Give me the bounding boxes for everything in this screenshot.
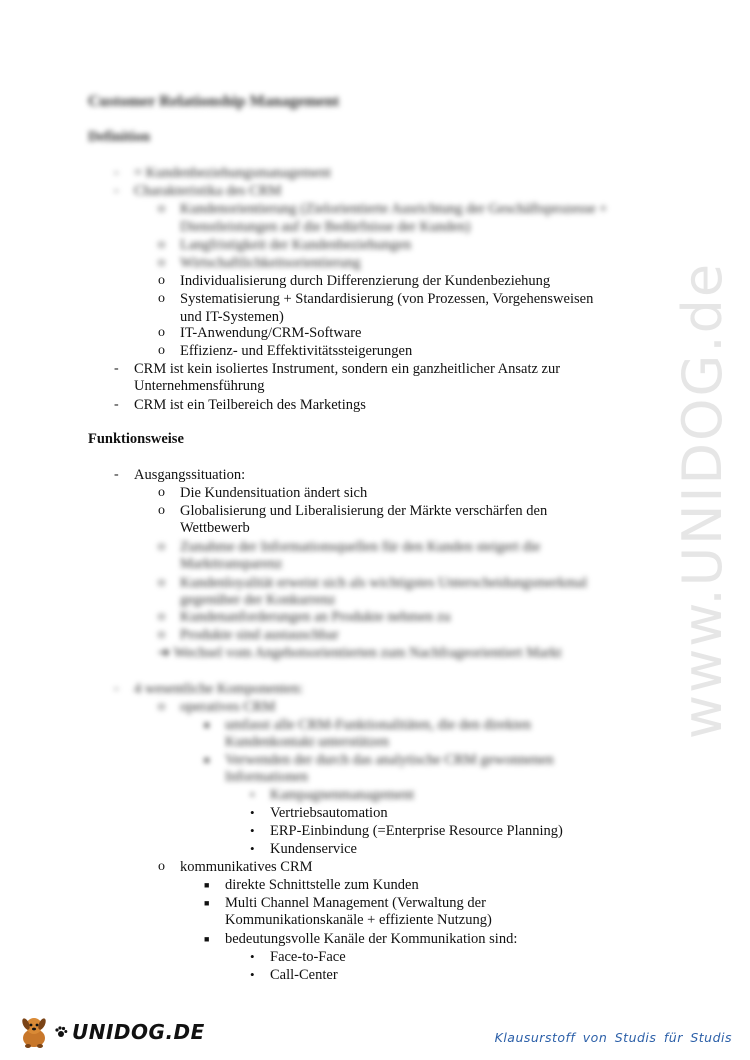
list-item: Vertriebsautomation — [270, 805, 388, 821]
list-item-continuation: Markttransparenz — [180, 556, 283, 572]
list-item: operatives CRM — [180, 699, 276, 715]
square-bullet: ■ — [204, 880, 210, 890]
dash-bullet: - — [114, 361, 119, 376]
dot-bullet: • — [250, 823, 255, 838]
circle-bullet: o — [158, 273, 165, 288]
list-item: Ausgangssituation: — [134, 467, 246, 483]
list-item: ERP-Einbindung (=Enterprise Resource Planning) — [270, 823, 563, 839]
list-item-continuation: Kommunikationskanäle + effiziente Nutzung) — [225, 912, 492, 928]
circle-bullet: o — [158, 575, 165, 590]
list-item: Kampagnenmanagement — [270, 787, 415, 803]
dash-bullet: - — [114, 165, 119, 180]
list-item: Multi Channel Management (Verwaltung der — [225, 895, 486, 911]
logo-text: UNIDOG.DE — [72, 1020, 205, 1044]
list-item: CRM ist ein Teilbereich des Marketings — [134, 397, 366, 413]
list-item: Kundenorientierung (Zielorientierte Ausrichtung der Geschäftsprozesse + Dienstleistungen auf die Bedürfnisse der Kunden) — [180, 201, 608, 235]
circle-bullet: o — [158, 201, 165, 216]
dot-bullet: • — [250, 805, 255, 820]
list-item: bedeutungsvolle Kanäle der Kommunikation sind: — [225, 931, 518, 947]
circle-bullet: o — [158, 343, 165, 358]
dot-bullet: • — [250, 841, 255, 856]
dash-bullet: - — [114, 397, 119, 412]
list-item: Face-to-Face — [270, 949, 346, 965]
list-item: Systematisierung + Standardisierung (von Prozessen, Vorgehensweisen — [180, 291, 594, 307]
circle-bullet: o — [158, 859, 165, 874]
circle-bullet: o — [158, 325, 165, 340]
dot-bullet: • — [250, 967, 255, 982]
circle-bullet: o — [158, 485, 165, 500]
dot-bullet: • — [250, 949, 255, 964]
list-item: Charakteristika des CRM — [134, 183, 282, 199]
list-item: Verwenden der durch das analytische CRM gewonnenen — [225, 752, 554, 768]
square-bullet: ■ — [204, 898, 210, 908]
list-item-continuation: Kundenkontakt unterstützen — [225, 734, 389, 750]
list-item: Zunahme der Informationsquellen für den Kunden steigert die — [180, 539, 541, 555]
list-item: IT-Anwendung/CRM-Software — [180, 325, 362, 341]
dog-mascot-icon — [16, 1014, 52, 1050]
list-item: Globalisierung und Liberalisierung der Märkte verschärfen den — [180, 503, 548, 519]
list-item: Call-Center — [270, 967, 338, 983]
list-item: Kundenanforderungen an Produkte nehmen zu — [180, 609, 451, 625]
page-title: Customer Relationship Management — [88, 93, 340, 110]
dot-bullet: • — [250, 787, 255, 802]
list-item: 4 wesentliche Komponenten: — [134, 681, 304, 697]
list-item: Wirtschaftlichkeitsorientierung — [180, 255, 361, 271]
circle-bullet: o — [158, 291, 165, 306]
list-item: Effizienz- und Effektivitätssteigerungen — [180, 343, 413, 359]
square-bullet: ■ — [204, 720, 210, 730]
square-bullet: ■ — [204, 755, 210, 765]
watermark: www.UNIDOG.de — [671, 261, 735, 739]
list-item: kommunikatives CRM — [180, 859, 313, 875]
dash-bullet: - — [114, 183, 119, 198]
list-item: direkte Schnittstelle zum Kunden — [225, 877, 419, 893]
dash-bullet: - — [114, 681, 119, 696]
list-item: Kundenloyalität erweist sich als wichtigstes Unterscheidungsmerkmal — [180, 575, 588, 591]
footer-tagline: Klausurstoff von Studis für Studis — [494, 1030, 732, 1045]
list-item-continuation: Informationen — [225, 769, 308, 785]
square-bullet: ■ — [204, 934, 210, 944]
circle-bullet: o — [158, 627, 165, 642]
list-item-continuation: Wettbewerb — [180, 520, 250, 536]
list-item: umfasst alle CRM-Funktionalitäten, die den direkten — [225, 717, 532, 733]
list-item: Langfristigkeit der Kundenbeziehungen — [180, 237, 412, 253]
list-item: = Kundenbeziehungsmanagement — [134, 165, 332, 181]
list-item-continuation: gegenüber der Konkurrenz — [180, 592, 336, 608]
circle-bullet: o — [158, 237, 165, 252]
section-heading-definition: Definition — [88, 129, 151, 145]
list-item: Individualisierung durch Differenzierung der Kundenbeziehung — [180, 273, 551, 289]
circle-bullet: o — [158, 539, 165, 554]
unidog-logo[interactable] — [16, 1012, 205, 1052]
circle-bullet: o — [158, 503, 165, 518]
paw-icon — [54, 1025, 68, 1039]
dash-bullet: - — [114, 467, 119, 482]
circle-bullet: o — [158, 255, 165, 270]
list-item-arrow: ➔ Wechsel vom Angebotsorientierten zum Nachfrageorientiert Markt — [158, 645, 562, 661]
list-item-continuation: Unternehmensführung — [134, 378, 265, 394]
list-item: Die Kundensituation ändert sich — [180, 485, 368, 501]
list-item: Produkte sind austauschbar — [180, 627, 339, 643]
circle-bullet: o — [158, 699, 165, 714]
list-item-continuation: und IT-Systemen) — [180, 309, 284, 325]
list-item: CRM ist kein isoliertes Instrument, sondern ein ganzheitlicher Ansatz zur — [134, 361, 561, 377]
list-item: Kundenservice — [270, 841, 357, 857]
circle-bullet: o — [158, 609, 165, 624]
section-heading-funktionsweise: Funktionsweise — [88, 431, 184, 447]
